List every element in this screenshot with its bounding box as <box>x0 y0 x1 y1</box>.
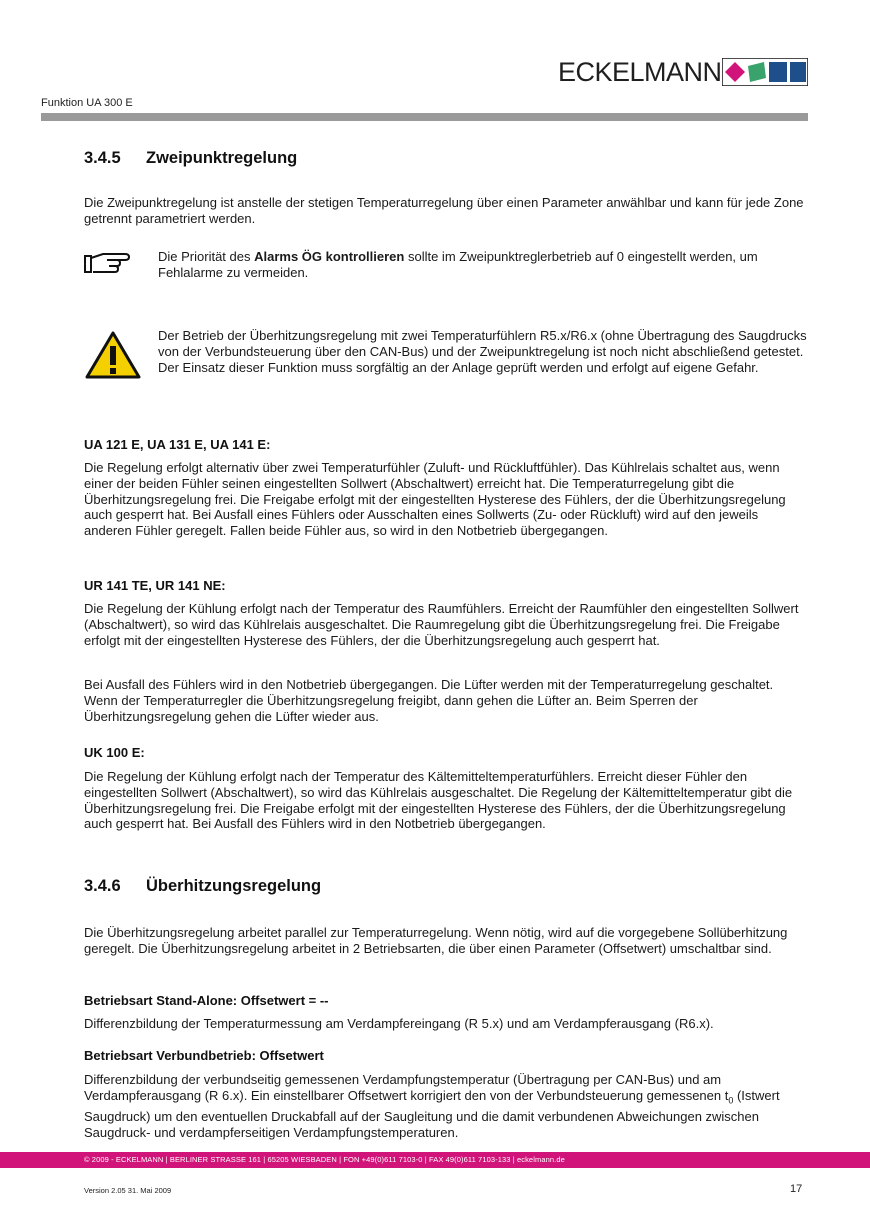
logo-diamond-icon <box>725 62 745 82</box>
uk-heading: UK 100 E: <box>84 745 145 760</box>
brand-logo-text: ECKELMANN <box>558 57 722 87</box>
mode2-text <box>84 1072 804 1141</box>
section-title: Überhitzungsregelung <box>146 877 322 895</box>
ur-text-2: Bei Ausfall des Fühlers wird in den Notbetrieb übergegangen. Die Lüfter werden mit der Temperaturregelung geschaltet. Wenn der Temperaturregler die Überhitzungsregelung freigibt, dann gehen die Lüfter an. Beim Sperren der Überhitzungsregelung gehen die Lüfter wieder aus. <box>84 677 774 724</box>
page-number: 17 <box>790 1183 803 1195</box>
mode2-text-b: (Istwert Saugdruck) um den eventuellen Druckabfall auf der Saugleitung und die damit verbundenen Abweichungen zwischen Saugdruck- und verdampferseitigen Verdampfungstemperaturen. <box>84 1087 780 1140</box>
pointing-hand-icon <box>83 250 131 276</box>
uk-text: Die Regelung der Kühlung erfolgt nach der Temperatur des Kältemitteltemperaturfühlers. Erreicht dieser Fühler den eingestellten Sollwert (Abschaltwert), so wird das Kühlrelais ausgeschaltet. Die Regelung der Kältemitteltemperatur gibt die Überhitzungsregelung frei. Die Freigabe erfolgt mit der eingestellten Hysterese des Fühlers, der die Überhitzungsregelung auch gesperrt hat. Bei Ausfall des Fühlers wird in den Notbetrieb übergegangen. <box>84 769 793 832</box>
warning-triangle-icon <box>85 330 141 380</box>
mode1-heading: Betriebsart Stand-Alone: Offsetwert = -- <box>84 993 329 1008</box>
ua-heading: UA 121 E, UA 131 E, UA 141 E: <box>84 437 271 452</box>
mode2-subscript: 0 <box>728 1095 734 1106</box>
logo-square-icon <box>769 62 787 82</box>
mode2-text-a: Differenzbildung der verbundseitig gemessenen Verdampfungstemperatur (Übertragung per CAN-Bus) und am Verdampferausgang (R 6.x). Ein einstellbarer Offsetwert korrigiert den von der Verbundsteuerung gemessenen t <box>84 1072 729 1103</box>
footer-address: © 2009 - ECKELMANN | BERLINER STRASSE 161 | 65205 WIESBADEN | FON +49(0)611 7103-0 | FAX 49(0)611 7103-133 | eckelmann.de <box>84 1155 565 1164</box>
note-bold-text: Alarms ÖG kontrollieren <box>254 249 405 264</box>
ur-text-1: Die Regelung der Kühlung erfolgt nach der Temperatur des Raumfühlers. Erreicht der Raumfühler den eingestellten Sollwert (Abschaltwert), so wird das Kühlrelais ausgeschaltet. Die Raumregelung gibt die Überhitzungsregelung frei. Die Freigabe erfolgt mit der eingestellten Hysterese des Fühlers, der die Überhitzungsregelung auch gesperrt hat. <box>84 601 799 648</box>
brand-logo-icon <box>722 58 808 86</box>
ua-text: Die Regelung erfolgt alternativ über zwei Temperaturfühler (Zuluft- und Rückluftfühler). Das Kühlrelais schaltet aus, wenn einer der beiden Fühler seinen eingestellten Sollwert (Abschaltwert) erreicht hat. Die Temperaturregelung gibt die Überhitzungsregelung frei. Die Freigabe erfolgt mit der eingestellten Hysterese des Fühlers, der die Überhitzungsregelung auch gesperrt hat. Bei Ausfall eines Fühlers oder Ausschalten eines Sollwerts (Zu- oder Rückluft) wird auf den jeweils anderen Fühler geregelt. Fallen beide Fühler aus, so wird in den Notbetrieb übergegangen. <box>84 460 786 539</box>
note-text-after: sollte im Zweipunktreglerbetrieb auf 0 eingestellt werden, um Fehlalarme zu vermeiden. <box>158 249 758 280</box>
mode1-text: Differenzbildung der Temperaturmessung am Verdampfereingang (R 5.x) und am Verdampferausgang (R6.x). <box>84 1016 714 1031</box>
version-label: Version 2.05 31. Mai 2009 <box>84 1186 172 1195</box>
section-heading-3-4-5 <box>84 148 297 168</box>
section-title: Zweipunktregelung <box>146 149 298 167</box>
section-heading-3-4-6 <box>84 876 321 896</box>
logo-square-icon-2 <box>790 62 806 82</box>
logo-parallelogram-icon <box>748 62 766 82</box>
section2-intro: Die Überhitzungsregelung arbeitet parallel zur Temperaturregelung. Wenn nötig, wird auf die vorgegebene Sollüberhitzung geregelt. Die Überhitzungsregelung arbeitet in 2 Betriebsarten, die über einen Parameter (Offsetwert) umschaltbar sind. <box>84 925 788 956</box>
section-intro: Die Zweipunktregelung ist anstelle der stetigen Temperaturregelung über einen Parameter anwählbar und kann für jede Zone getrennt parametriert werden. <box>84 195 804 226</box>
warning-note: Der Betrieb der Überhitzungsregelung mit zwei Temperaturfühlern R5.x/R6.x (ohne Übertragung des Saugdrucks von der Verbundsteuerung über den CAN-Bus) und der Zweipunktregelung ist noch nicht abschließend getestet. Der Einsatz dieser Funktion muss sorgfältig an der Anlage geprüft werden und erfolgt auf eigene Gefahr. <box>158 328 807 375</box>
note-text-before: Die Priorität des <box>158 249 255 264</box>
section-number: 3.4.5 <box>84 149 121 167</box>
header-divider <box>41 113 808 121</box>
priority-note <box>158 249 808 281</box>
document-label: Funktion UA 300 E <box>41 97 133 109</box>
ur-heading: UR 141 TE, UR 141 NE: <box>84 578 226 593</box>
mode2-heading: Betriebsart Verbundbetrieb: Offsetwert <box>84 1048 324 1063</box>
section-number: 3.4.6 <box>84 877 121 895</box>
